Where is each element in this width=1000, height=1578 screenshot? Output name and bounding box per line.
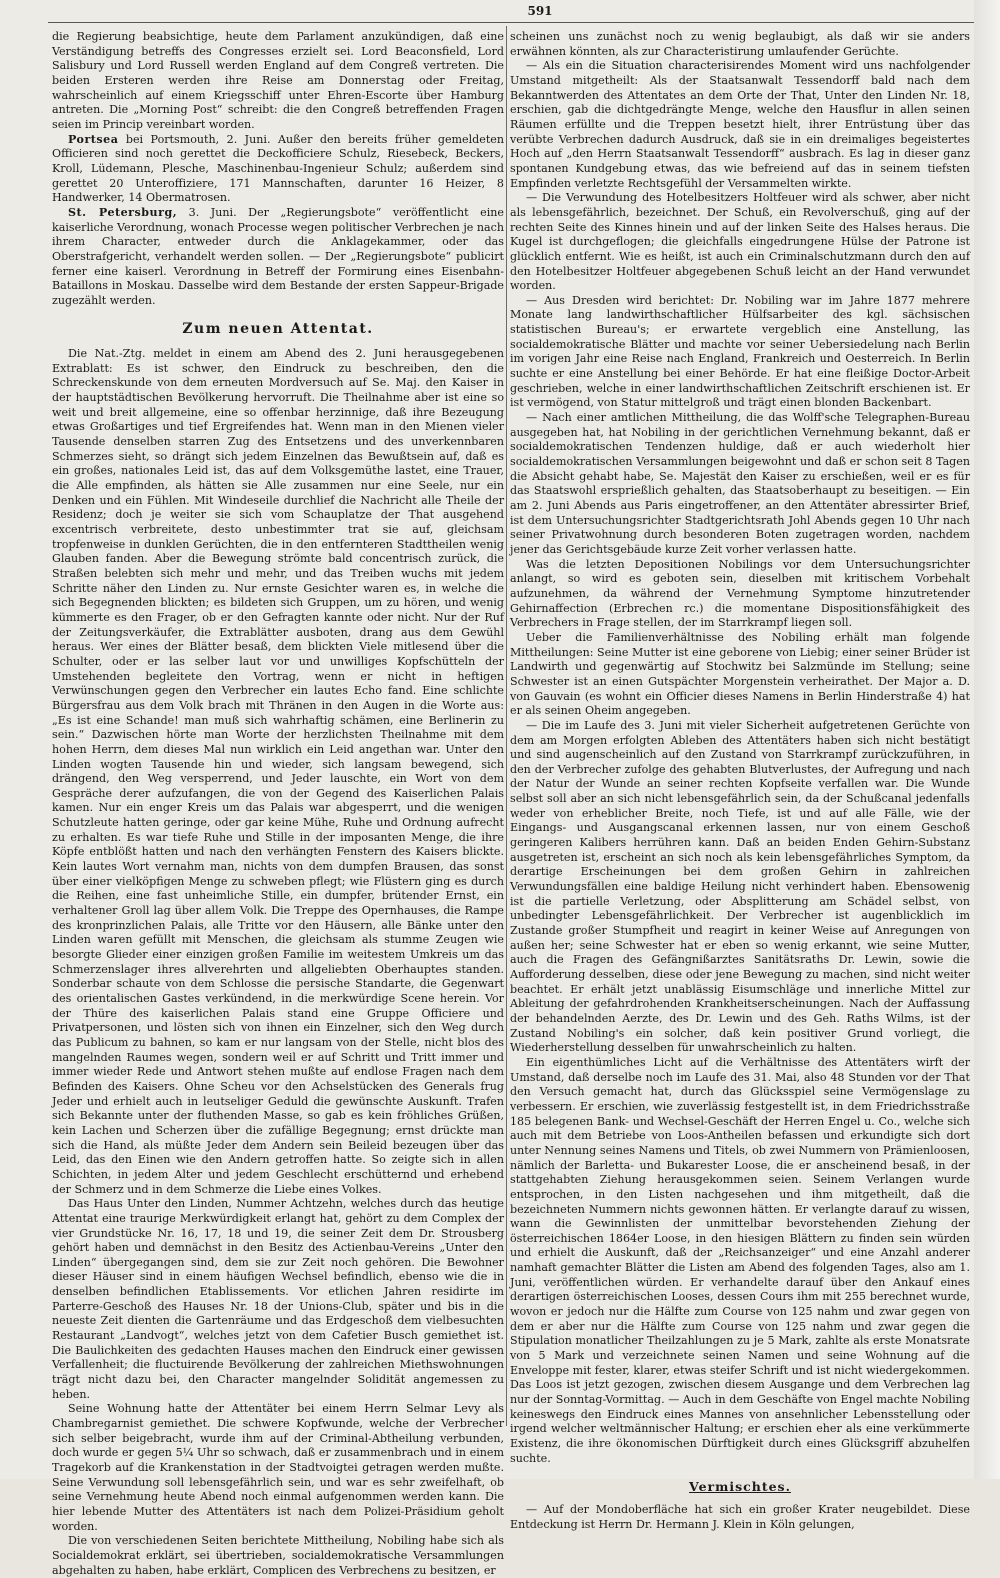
- dateline-text: 3. Juni. Der „Regierungsbote“ veröffentlicht eine kaiserliche Verordnung, wonach Processe wegen politischer Verbrechen je nach ihrem Character, entweder durch die Anklagekammer, oder das Oberstrafgericht, verhandelt werden sollen. — Der „Regierungsbote“ publicirt ferner eine kaiserl. Verordnung in Betreff der Formirung eines Eisenbahn-Bataillons in Moskau. Dasselbe wird dem Bestande der ersten Sappeur-Brigade zugezählt werden.: [52, 205, 504, 307]
- article-paragraph: — Als ein die Situation characterisirendes Moment wird uns nachfolgender Umstand mitgetheilt: Als der Staatsanwalt Tessendorff bald nach dem Bekanntwerden des Attentates an dem Orte der That, Unter den Linden Nr. 18, erschien, gab die dichtgedrängte Menge, welche den Hausflur in allen seinen Räumen erfüllte und die Treppen besetzt hielt, ihrer Entrüstung über das verübte Verbrechen dadurch Ausdruck, daß sie in ein dreimaliges begeistertes Hoch auf „den Herrn Staatsanwalt Tessendorff“ ausbrach. Es lag in dieser ganz spontanen Kundgebung etwas, das wie befreiend auf das in seinem tiefsten Empfinden verletzte Rechtsgefühl der Versammelten wirkte.: [510, 59, 970, 190]
- section-heading-attentat: Zum neuen Attentat.: [182, 321, 374, 338]
- left-column: [52, 30, 504, 1577]
- article-paragraph: Ein eigenthümliches Licht auf die Verhältnisse des Attentäters wirft der Umstand, daß derselbe noch im Laufe des 31. Mai, also 48 Stunden vor der That den Versuch gemacht hat, durch das Glücksspiel seine Vermögenslage zu verbessern. Er erschien, wie zuverlässig festgestellt ist, in dem Friedrichsstraße 185 belegenen Bank- und Wechsel-Geschäft der Herren Engel u. Co., welche sich auch mit dem Betriebe von Loos-Antheilen befassen und erkundigte sich dort unter Nennung seines Namens und Titels, ob zwei Nummern von Prämienloosen, nämlich der Barletta- und Bukarester Loose, die er anscheinend besaß, in der stattgehabten Ziehung herausgekommen seien. Seinem Verlangen wurde entsprochen, in den Listen nachgesehen und ihm mitgetheilt, daß die bezeichneten Nummern nichts gewonnen hätten. Er verlangte darauf zu wissen, wann die Gewinnlisten der unmittelbar bevorstehenden Ziehung der österreichischen 1864er Loose, in den hiesigen Blättern zu finden sein würden und erhielt die Auskunft, daß der „Reichsanzeiger“ und eine Anzahl anderer namhaft gemachter Blätter die Listen am Abend des folgenden Tages, also am 1. Juni, veröffentlichen würden. Er verhandelte darauf über den Ankauf eines derartigen österreichischen Looses, dessen Cours ihm mit 255 berechnet wurde, wovon er jedoch nur die Hälfte zum Course von 125 nahm und zwar gegen von dem er aber nur die Hälfte zum Course von 125 nahm und zwar gegen die Stipulation monatlicher Theilzahlungen zu je 5 Mark, zahlte als erste Monatsrate von 5 Mark und verzeichnete seinen Namen und seine Wohnung auf die Enveloppe mit fester, klarer, etwas steifer Schrift und ist nicht wiedergekommen. Das Loos ist jetzt gezogen, zwischen diesem Ausgange und dem Verbrechen lag nur der Sonntag-Vormittag. — Auch in dem Geschäfte von Engel machte Nobiling keineswegs den Eindruck eines Mannes von ansehnlicher Lebensstellung oder irgend welcher weltmännischer Haltung; er erschien eher als eine verkümmerte Existenz, die ihre ökonomischen Dürftigkeit durch eines Glücksgriff abzuhelfen suchte.: [510, 1055, 970, 1465]
- section-heading-vermischtes: Vermischtes.: [689, 1479, 791, 1495]
- page-edge: [974, 0, 1000, 1479]
- article-paragraph: — Die im Laufe des 3. Juni mit vieler Sicherheit aufgetretenen Gerüchte von dem am Morgen erfolgten Ableben des Attentäters haben sich nicht bestätigt und sind augenscheinlich auf den Zustand von Starrkrampf zurückzuführen, in den der Verbrecher zufolge des gehabten Blutverlustes, der Aufregung und nach der Natur der Wunde an seiner rechten Kopfseite verfallen war. Die Wunde selbst soll aber an sich nicht lebensgefährlich sein, da der Schußcanal jedenfalls weder von erheblicher Breite, noch Tiefe, ist und auf alle Fälle, wie der Eingangs- und Ausgangscanal erkennen lassen, nur von einem Geschoß geringeren Kalibers herrühren kann. Daß an beiden Enden Gehirn-Substanz ausgetreten ist, erscheint an sich noch als kein lebensgefährliches Symptom, da derartige Erscheinungen bei dem großen Gehirn in zahlreichen Verwundungsfällen eine baldige Heilung nicht verhindert haben. Ebensowenig ist die partielle Verletzung, oder Absplitterung am Schädel selbst, von unbedingter Lebensgefährlichkeit. Der Verbrecher ist augenblicklich im Zustande großer Stumpfheit und reagirt in keiner Weise auf Anregungen von außen her; seine Schwester hat er eben so wenig erkannt, wie seine Mutter, auch die Fragen des Gefängnißarztes Sanitätsraths Dr. Lewin, sowie die Aufforderung desselben, diese oder jene Bewegung zu machen, sind nicht weiter beachtet. Er erhält jetzt unablässig Eisumschläge und innerliche Mittel zur Ableitung der gefahrdrohenden Krankheitserscheinungen. Nach der Auffassung der behandelnden Aerzte, des Dr. Lewin und des Geh. Raths Wilms, ist der Zustand Nobiling's ein solcher, daß kein positiver Grund vorliegt, die Wiederherstellung desselben für unwahrscheinlich zu halten.: [510, 718, 970, 1055]
- article-paragraph: — Nach einer amtlichen Mittheilung, die das Wolff'sche Telegraphen-Bureau ausgegeben hat, hat Nobiling in der gerichtlichen Vernehmung bekannt, daß er socialdemokratischen Tendenzen huldige, daß er auch wiederholt hier socialdemokratischen Versammlungen beigewohnt und daß er schon seit 8 Tagen die Absicht gehabt habe, Se. Majestät den Kaiser zu erschießen, weil er es für das Staatswohl ersprießlich gehalten, das Staatsoberhaupt zu beseitigen. — Ein am 2. Juni Abends aus Paris eingetroffener, an den Attentäter abressirter Brief, ist dem Untersuchungsrichter Stadtgerichtsrath Johl Abends gegen 10 Uhr nach seiner Privatwohnung durch besonderen Boten zugetragen worden, nachdem jener das Gerichtsgebäude kurze Zeit vorher verlassen hatte.: [510, 411, 970, 556]
- header-rule: [48, 22, 974, 23]
- dateline-text: bei Portsmouth, 2. Juni. Außer den bereits früher gemeldeten Officieren sind noch gerettet die Deckofficiere Schulz, Riesebeck, Beckers, Kroll, Lüdemann, Plesche, Maschinenbau-Ingenieur Schulz; außerdem sind gerettet 20 Unteroffiziere, 171 Mannschaften, darunter 16 Heizer, 8 Handwerker, 14 Obermatrosen.: [52, 132, 504, 205]
- article-paragraph: Die von verschiedenen Seiten berichtete Mittheilung, Nobiling habe sich als Socialdemokrat erklärt, sei übertrieben, socialdemokratische Versammlungen abgehalten zu haben, habe erklärt, Complicen des Verbrechens zu besitzen, er: [52, 1534, 504, 1577]
- article-paragraph: — Auf der Mondoberfläche hat sich ein großer Krater neugebildet. Diese Entdeckung ist Herrn Dr. Hermann J. Klein in Köln gelungen,: [510, 1502, 970, 1531]
- dateline-place: St. Petersburg,: [68, 205, 178, 219]
- article-paragraph: scheinen uns zunächst noch zu wenig beglaubigt, als daß wir sie anders erwähnen könnten, als zur Characteristirung umlaufender Gerüchte.: [510, 30, 970, 58]
- article-paragraph: Ueber die Familienverhältnisse des Nobiling erhält man folgende Mittheilungen: Seine Mutter ist eine geborene von Liebig; einer seiner Brüder ist Landwirth und gegenwärtig auf Stochwitz bei Salzmünde im Stellung; seine Schwester ist an einen Gutspächter Morgenstein verheirathet. Der Major a. D. von Gauvain (es wohnt ein Officier dieses Namens in Berlin Hinderstraße 4) hat er als seinen Oheim angegeben.: [510, 630, 970, 718]
- column-divider: [506, 26, 507, 1426]
- article-paragraph: Das Haus Unter den Linden, Nummer Achtzehn, welches durch das heutige Attentat eine traurige Merkwürdigkeit erlangt hat, gehört zu dem Complex der vier Grundstücke Nr. 16, 17, 18 und 19, die seiner Zeit dem Dr. Strousberg gehört haben und demnächst in den Besitz des Actienbau-Vereins „Unter den Linden“ übergegangen sind, dem sie zur Zeit noch gehören. Die Bewohner dieser Häuser sind in einem häufigen Wechsel befindlich, ebenso wie die in denselben befindlichen Etablissements. Vor etlichen Jahren residirte im Parterre-Geschoß des Hauses Nr. 18 der Unions-Club, später und bis in die neueste Zeit dienten die Gartenräume und das Erdgeschoß dem vielbesuchten Restaurant „Landvogt“, welches jetzt von dem Cafetier Busch gemiethet ist. Die Baulichkeiten des gedachten Hauses machen den Eindruck einer gewissen Verfallenheit; die fluctuirende Bevölkerung der zahlreichen Miethswohnungen trägt nicht dazu bei, den Character mangelnder Solidität angemessen zu heben.: [52, 1197, 504, 1401]
- right-column: [510, 30, 970, 1531]
- dateline-petersburg: [52, 206, 504, 309]
- article-paragraph: Was die letzten Depositionen Nobilings vor dem Untersuchungsrichter anlangt, so wird es geboten sein, dieselben mit kritischem Vorbehalt aufzunehmen, da während der Vernehmung Symptome hinzutretender Gehirnaffection (Erbrechen rc.) die momentane Dispositionsfähigkeit des Verbrechers in Frage stellen, der im Starrkrampf liegen soll.: [510, 557, 970, 630]
- article-paragraph: — Aus Dresden wird berichtet: Dr. Nobiling war im Jahre 1877 mehrere Monate lang landwirthschaftlicher Hülfsarbeiter des kgl. sächsischen statistischen Bureau's; er erwartete vergeblich eine Anstellung, las socialdemokratische Blätter und machte vor seiner Uebersiedelung nach Berlin im vorigen Jahr eine Reise nach England, Frankreich und Oesterreich. In Berlin suchte er eine Anstellung bei einer Behörde. Er hat eine fleißige Doctor-Arbeit geschrieben, welche in einer landwirthschaftlichen Zeitschrift erschienen ist. Er ist vermögend, von Statur mittelgroß und trägt einen blonden Backenbart.: [510, 293, 970, 410]
- article-paragraph: Die Nat.-Ztg. meldet in einem am Abend des 2. Juni herausgegebenen Extrablatt: Es ist schwer, den Eindruck zu beschreiben, den die Schreckenskunde von dem erneuten Mordversuch auf Se. Maj. den Kaiser in der hauptstädtischen Bevölkerung hervorruft. Die Theilnahme aber ist eine so weit und breit allgemeine, eine so offenbar herzinnige, daß ihre Bezeugung etwas Großartiges und tief Ergreifendes hat. Wenn man in den Mienen vieler Tausende denselben starren Zug des Entsetzens und des unverkennbaren Schmerzes sieht, so drängt sich jedem Einzelnen das Bewußtsein auf, daß es ein großes, nationales Leid ist, das auf dem Volksgemüthe lastet, eine Trauer, die Alle empfinden, als hätten sie Alle zusammen nur eine Seele, nur ein Denken und ein Fühlen. Mit Windeseile durchlief die Nachricht alle Theile der Residenz; doch je weiter sie sich vom Schauplatze der That ausgehend excentrisch verbreitete, desto unbestimmter trat sie auf, gleichsam tropfenweise in dunklen Gerüchten, die in den entfernteren Stadttheilen wenig Glauben fanden. Aber die Bewegung strömte bald concentrisch zurück, die Straßen belebten sich mehr und mehr, und das Treiben wuchs mit jedem Schritte näher den Linden zu. Nur ernste Gesichter waren es, in welche die sich Begegnenden blickten; es bildeten sich Gruppen, um zu hören, und wenig kümmerte es den Frager, ob er den Gefragten kannte oder nicht. Nur der Ruf der Zeitungsverkäufer, die Extrablätter ausboten, drang aus dem Gewühl heraus. Wer eines der Blätter besaß, dem blickten Viele mitlesend über die Schulter, oder er las selber laut vor und unwilliges Kopfschütteln der Umstehenden begleitete den Vortrag, wenn er nicht in heftigen Verwünschungen gegen den Verbrecher ein lautes Echo fand. Eine schlichte Bürgersfrau aus dem Volk brach mit Thränen in den Augen in die Worte aus: „Es ist eine Schande! man muß sich wahrhaftig schämen, eine Berlinerin zu sein.“ Dazwischen hörte man Worte der herzlichsten Theilnahme mit dem hohen Herrn, dem dieses Mal nun wirklich ein Leid angethan war. Unter den Linden wogten Tausende hin und wieder, sich langsam bewegend, sich drängend, den Weg versperrend, und Jeder lauschte, ein Wort von dem Gespräche derer aufzufangen, die von der Gegend des Kaiserlichen Palais kamen. Nur ein enger Kreis um das Palais war abgesperrt, und die wenigen Schutzleute hatten geringe, oder gar keine Mühe, Ruhe und Ordnung aufrecht zu erhalten. Es war tiefe Ruhe und Stille in der imposanten Menge, die ihre Köpfe entblößt hatten und nach den verhängten Fenstern des Kaisers blickte. Kein lautes Wort vernahm man, nichts von dem dumpfen Brausen, das sonst über einer vielköpfigen Menge zu schweben pflegt; wie Flüstern ging es durch die Reihen, eine fast unheimliche Stille, ein dumpfer, brütender Ernst, ein verhaltener Groll lag über allem Volk. Die Treppe des Opernhauses, die Rampe des kronprinzlichen Palais, alle Tritte vor den Häusern, alle Bänke unter den Linden waren gefüllt mit Menschen, die gleichsam als stumme Zeugen wie besorgte Glieder einer einzigen großen Familie im weitestem Umkreis um das Schmerzenslager ihres allverehrten und allgeliebten Oberhauptes standen. Sonderbar schaute von dem Schlosse die persische Standarte, die Gegenwart des orientalischen Gastes verkündend, in die merkwürdige Scene herein. Vor der Thüre des kaiserlichen Palais stand eine Gruppe Officiere und Privatpersonen, und lösten sich von ihnen ein Einzelner, sich den Weg durch das Publicum zu bahnen, so kam er nur langsam von der Stelle, nicht blos des mangelnden Raumes wegen, sondern weil er auf Schritt und Tritt immer und immer wieder Rede und Antwort stehen mußte auf endlose Fragen nach dem Befinden des Kaisers. Ohne Scheu vor den Achselstücken des Generals frug Jeder und erhielt auch in leutseliger Geduld die gewünschte Auskunft. Trafen sich Bekannte unter der fluthenden Masse, so gab es kein fröhliches Grüßen, kein Lachen und Scherzen über die zufällige Begegnung; ernst drückte man sich die Hand, als müßte Jeder dem Andern sein Beileid bezeugen über das Leid, das den Einen wie den Andern getroffen hatte. So zeigte sich in allen Schichten, in jedem Alter und jedem Geschlecht erschütternd und erhebend der Schmerz und in dem Schmerze die Liebe eines Volkes.: [52, 347, 504, 1196]
- article-paragraph: — Die Verwundung des Hotelbesitzers Holtfeuer wird als schwer, aber nicht als lebensgefährlich, bezeichnet. Der Schuß, ein Revolverschuß, ging auf der rechten Seite des Kinnes hinein und auf der linken Seite des Halses heraus. Die Kugel ist durchgeflogen; die gleichfalls eingedrungene Hülse der Patrone ist glücklich entfernt. Wie es heißt, ist auch ein Criminalschutzmann durch den auf den Hotelbesitzer Holtfeuer abgegebenen Schuß leicht an der Hand verwundet worden.: [510, 191, 970, 293]
- article-continuation: die Regierung beabsichtige, heute dem Parlament anzukündigen, daß eine Verständigung betreffs des Congresses erzielt sei. Lord Beaconsfield, Lord Salisbury und Lord Russell werden England auf dem Congreß vertreten. Die beiden Ersteren werden ihre Reise am Donnerstag oder Freitag, wahrscheinlich auf einem Kriegsschiff unter Ehren-Escorte über Hamburg antreten. Die „Morning Post“ schreibt: die den Congreß betreffenden Fragen seien im Princip vereinbart worden.: [52, 30, 504, 131]
- article-paragraph: Seine Wohnung hatte der Attentäter bei einem Herrn Selmar Levy als Chambregarnist gemiethet. Die schwere Kopfwunde, welche der Verbrecher sich selber beigebracht, wurde ihm auf der Criminal-Abtheilung verbunden, doch wurde er gegen 5¼ Uhr so schwach, daß er zusammenbrach und in einem Tragekorb auf die Krankenstation in der Stadtvoigtei getragen werden mußte. Seine Verwundung soll lebensgefährlich sein, und war es sehr zweifelhaft, ob seine Vernehmung heute Abend noch einmal aufgenommen werden kann. Die hier lebende Mutter des Attentäters ist nach dem Polizei-Präsidium geholt worden.: [52, 1402, 504, 1533]
- dateline-portsea: [52, 133, 504, 206]
- page-number: 591: [527, 4, 553, 18]
- dateline-place: Portsea: [68, 132, 119, 146]
